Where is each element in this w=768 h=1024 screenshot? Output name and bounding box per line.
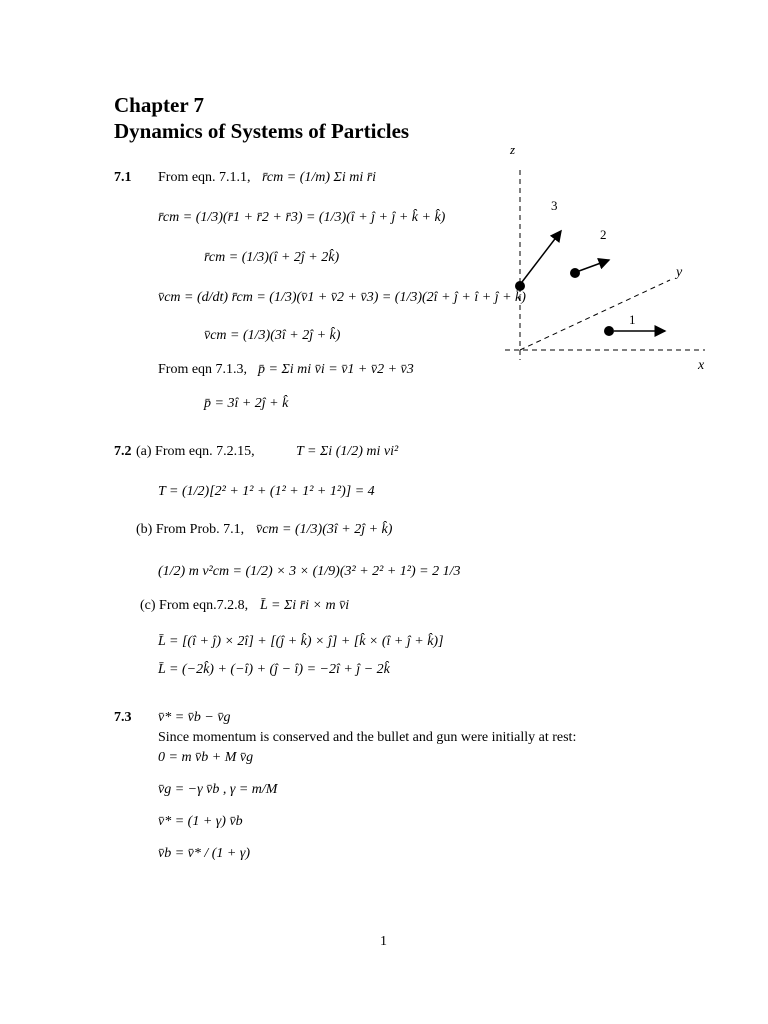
problem-7-3-label: 7.3: [114, 710, 132, 725]
particle-2: [570, 268, 580, 278]
particle-1: [604, 326, 614, 336]
x-axis-label: x: [698, 358, 705, 373]
equation-7-1-rcm-result: r̄cm = (1/3)(î + 2ĵ + 2k̂): [204, 250, 340, 265]
equation-7-2c-l-expand: L̄ = [(î + ĵ) × 2î] + [(ĵ + k̂) × ĵ] + [k̂ × (î + ĵ + k̂)]: [158, 634, 444, 649]
particle-3-velocity-arrow: [522, 231, 561, 282]
equation-7-2c-l-def: L̄ = Σi r̄i × m v̄i: [260, 598, 350, 613]
equation-7-3-vstar: v̄* = (1 + γ) v̄b: [158, 814, 243, 829]
equation-7-3-momentum: 0 = m v̄b + M v̄g: [158, 750, 254, 765]
equation-7-1-vcm-sum: v̄cm = (d/dt) r̄cm = (1/3)(v̄1 + v̄2 + v̄3) = (1/3)(2î + ĵ + î + ĵ + k̂): [158, 290, 526, 305]
particle-2-label: 2: [600, 227, 607, 242]
page-number: 1: [380, 934, 387, 949]
equation-7-3-bullet-velocity: v̄b = v̄* / (1 + γ): [158, 846, 251, 861]
equation-7-2a-t-result: T = (1/2)[2² + 1² + (1² + 1² + 1²)] = 4: [158, 484, 375, 499]
problem-7-2b-intro: (b) From Prob. 7.1,: [136, 522, 245, 537]
problem-7-2-label: 7.2: [114, 444, 132, 459]
particle-diagram: [500, 140, 730, 380]
problem-7-1-intro-2: From eqn 7.1.3,: [158, 362, 248, 377]
y-axis: [520, 280, 670, 350]
equation-7-2a-t-def: T = Σi (1/2) mi vi²: [296, 444, 399, 459]
particle-1-label: 1: [629, 312, 636, 327]
equation-7-2c-l-result: L̄ = (−2k̂) + (−î) + (ĵ − î) = −2î + ĵ − 2k̂: [158, 662, 390, 677]
equation-7-1-p-def: p̄ = Σi mi v̄i = v̄1 + v̄2 + v̄3: [258, 362, 414, 377]
y-axis-label: y: [676, 265, 683, 280]
equation-7-3-gun-velocity: v̄g = −γ v̄b , γ = m/M: [158, 782, 278, 797]
problem-7-1-intro: From eqn. 7.1.1,: [158, 170, 251, 185]
problem-7-1-label: 7.1: [114, 170, 132, 185]
chapter-number: Chapter 7: [114, 93, 205, 117]
particle-2-velocity-arrow: [579, 260, 609, 271]
particle-3-label: 3: [551, 198, 558, 213]
equation-7-1-p-result: p̄ = 3î + 2ĵ + k̂: [204, 396, 289, 411]
problem-7-2a-intro: (a) From eqn. 7.2.15,: [136, 444, 255, 459]
z-axis-label: z: [510, 142, 516, 157]
equation-7-1-vcm-result: v̄cm = (1/3)(3î + 2ĵ + k̂): [204, 328, 341, 343]
chapter-title: Dynamics of Systems of Particles: [114, 119, 410, 143]
equation-7-1-rcm-sum: r̄cm = (1/3)(r̄1 + r̄2 + r̄3) = (1/3)(î + ĵ + ĵ + k̂ + k̂): [158, 210, 446, 225]
equation-7-2b-ke: (1/2) m v²cm = (1/2) × 3 × (1/9)(3² + 2² + 1²) = 2 1/3: [158, 564, 461, 579]
equation-7-1-rcm-def: r̄cm = (1/m) Σi mi r̄i: [262, 170, 377, 185]
problem-7-2c-intro: (c) From eqn.7.2.8,: [140, 598, 249, 613]
equation-7-3-relative-velocity: v̄* = v̄b − v̄g: [158, 710, 231, 725]
equation-7-2b-vcm: v̄cm = (1/3)(3î + 2ĵ + k̂): [256, 522, 393, 537]
problem-7-3-text: Since momentum is conserved and the bullet and gun were initially at rest:: [158, 730, 577, 745]
